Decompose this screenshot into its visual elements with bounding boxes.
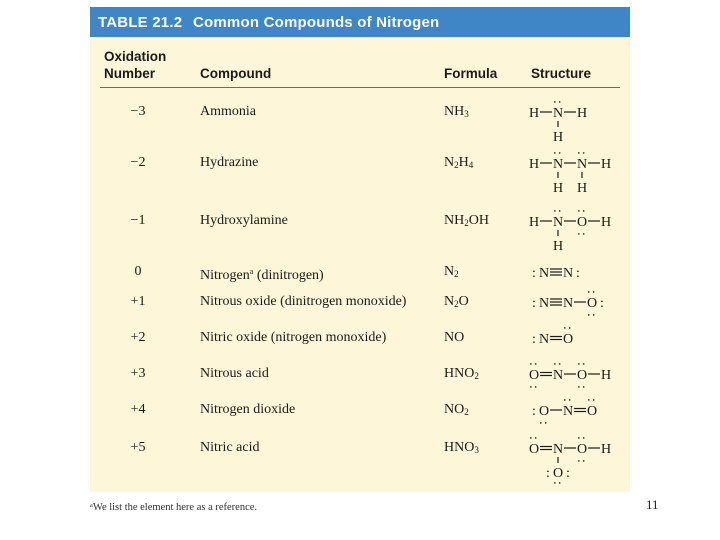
footnote-marker: a xyxy=(249,267,254,276)
atom-h: H xyxy=(600,442,612,457)
atom-h: H xyxy=(600,157,612,172)
lone-pair: : xyxy=(584,398,599,402)
table-panel xyxy=(90,7,630,492)
lone-pair: : xyxy=(546,466,550,481)
atom-h: H xyxy=(600,215,612,230)
atom-o: O xyxy=(576,368,588,383)
atom-h: H xyxy=(552,181,564,196)
chemical-formula: $HNO_3$ xyxy=(444,440,479,455)
atom-h: H xyxy=(552,239,564,254)
header-divider xyxy=(100,87,620,88)
lewis-structure xyxy=(526,429,628,485)
atom-o: O xyxy=(586,404,598,419)
compound-name: Hydrazine xyxy=(200,155,259,170)
chemical-formula: $HNO_2$ xyxy=(444,366,479,381)
atom-h: H xyxy=(576,181,588,196)
lone-pair: : xyxy=(550,100,565,104)
atom-o: O xyxy=(528,442,540,457)
lone-pair: : xyxy=(550,151,565,155)
atom-n: N xyxy=(552,368,564,383)
oxidation-number: −3 xyxy=(130,104,146,119)
lone-pair: : xyxy=(536,421,551,425)
lone-pair: : xyxy=(566,466,570,481)
lone-pair: : xyxy=(584,290,599,294)
lone-pair: : xyxy=(550,209,565,213)
oxidation-number: −1 xyxy=(130,213,146,228)
chemical-formula: $N_2H_4$ xyxy=(444,155,474,170)
atom-o: O xyxy=(576,442,588,457)
atom-h: H xyxy=(576,106,588,121)
atom-n: N xyxy=(562,296,574,311)
atom-n: N xyxy=(562,404,574,419)
lone-pair: : xyxy=(560,398,575,402)
lewis-structure xyxy=(528,202,628,252)
table-number: TABLE 21.2 xyxy=(98,14,183,31)
table-row xyxy=(90,209,630,254)
lone-pair: : xyxy=(574,459,589,463)
atom-o: O xyxy=(586,296,598,311)
lone-pair: : xyxy=(600,296,604,311)
table-title: Common Compounds of Nitrogen xyxy=(193,14,440,31)
oxidation-number: −2 xyxy=(130,155,146,170)
chemical-formula: $NH_2OH$ xyxy=(444,213,489,228)
atom-h: H xyxy=(600,368,612,383)
page-number: 11 xyxy=(646,497,659,512)
lone-pair: : xyxy=(574,209,589,213)
compound-name: Nitric acid xyxy=(200,440,260,455)
table-row xyxy=(90,100,630,145)
table-row xyxy=(90,151,630,196)
atom-n: N xyxy=(552,442,564,457)
table-row xyxy=(90,362,630,389)
atom-o: O xyxy=(552,466,564,481)
lone-pair: : xyxy=(574,232,589,236)
atom-n: N xyxy=(552,106,564,121)
header-structure: Structure xyxy=(531,66,592,81)
table-row xyxy=(90,398,630,425)
lewis-structure xyxy=(528,144,628,194)
triple-bond xyxy=(550,299,562,305)
footnote: ᵃWe list the element here as a reference. xyxy=(90,502,258,513)
lone-pair: : xyxy=(526,362,541,366)
atom-n: N xyxy=(562,266,574,281)
lone-pair: : xyxy=(532,404,536,419)
atom-n: N xyxy=(538,296,550,311)
double-bond xyxy=(550,337,562,340)
lone-pair: : xyxy=(574,385,589,389)
atom-o: O xyxy=(538,404,550,419)
chemical-formula: $NO_2$ xyxy=(444,402,469,417)
atom-h: H xyxy=(528,215,540,230)
atom-h: H xyxy=(528,157,540,172)
lone-pair: : xyxy=(532,266,536,281)
atom-h: H xyxy=(528,106,540,121)
lone-pair: : xyxy=(574,436,589,440)
compound-name: Nitrogen dioxide xyxy=(200,402,296,417)
atom-n: N xyxy=(538,266,550,281)
atom-n: N xyxy=(552,215,564,230)
atom-o: O xyxy=(576,215,588,230)
oxidation-number: +1 xyxy=(130,294,146,309)
lone-pair: : xyxy=(576,266,580,281)
table-row xyxy=(90,436,630,485)
chemical-formula: $NH_3$ xyxy=(444,104,469,119)
lone-pair: : xyxy=(532,332,536,347)
oxidation-number: 0 xyxy=(134,264,142,279)
atom-n: N xyxy=(538,332,550,347)
atom-o: O xyxy=(562,332,574,347)
double-bond xyxy=(540,373,552,376)
oxidation-number: +5 xyxy=(130,440,146,455)
oxidation-number: +3 xyxy=(130,366,146,381)
header-compound: Compound xyxy=(200,66,272,81)
lone-pair: : xyxy=(574,362,589,366)
oxidation-number: +2 xyxy=(130,330,146,345)
lone-pair: : xyxy=(584,313,599,317)
header-formula: Formula xyxy=(444,66,498,81)
chemical-formula: $N_2O$ xyxy=(444,294,469,309)
compound-name: Nitrogen$^a$ (dinitrogen) xyxy=(200,267,324,283)
lone-pair: : xyxy=(526,436,541,440)
double-bond xyxy=(540,447,552,450)
table-title-bar xyxy=(90,7,630,37)
lone-pair: : xyxy=(526,385,541,389)
lone-pair: : xyxy=(560,326,575,330)
compound-name: Nitric oxide (nitrogen monoxide) xyxy=(200,330,387,345)
chemical-formula: $N_2$ xyxy=(444,264,459,279)
lone-pair: : xyxy=(532,296,536,311)
table-row xyxy=(90,290,630,317)
double-bond xyxy=(574,409,586,412)
triple-bond xyxy=(550,269,562,275)
lone-pair: : xyxy=(550,362,565,366)
header-oxidation-line2: Number xyxy=(104,66,156,81)
lewis-structure-drawing xyxy=(528,429,628,489)
atom-h: H xyxy=(552,130,564,145)
header-oxidation-line1: Oxidation xyxy=(104,49,167,64)
compound-name: Nitrous oxide (dinitrogen monoxide) xyxy=(200,294,407,309)
lone-pair: : xyxy=(574,151,589,155)
atom-n: N xyxy=(552,157,564,172)
chemical-formula: NO xyxy=(444,330,465,345)
compound-name: Hydroxylamine xyxy=(200,213,288,228)
atom-n: N xyxy=(576,157,588,172)
oxidation-number: +4 xyxy=(130,402,146,417)
compound-name: Nitrous acid xyxy=(200,366,269,381)
lewis-structure-drawing xyxy=(528,144,628,204)
header-oxidation-number xyxy=(104,48,166,82)
table-row xyxy=(90,326,630,353)
lewis-structure xyxy=(528,93,628,143)
atom-o: O xyxy=(528,368,540,383)
lone-pair: : xyxy=(550,481,565,485)
compound-name: Ammonia xyxy=(200,104,256,119)
